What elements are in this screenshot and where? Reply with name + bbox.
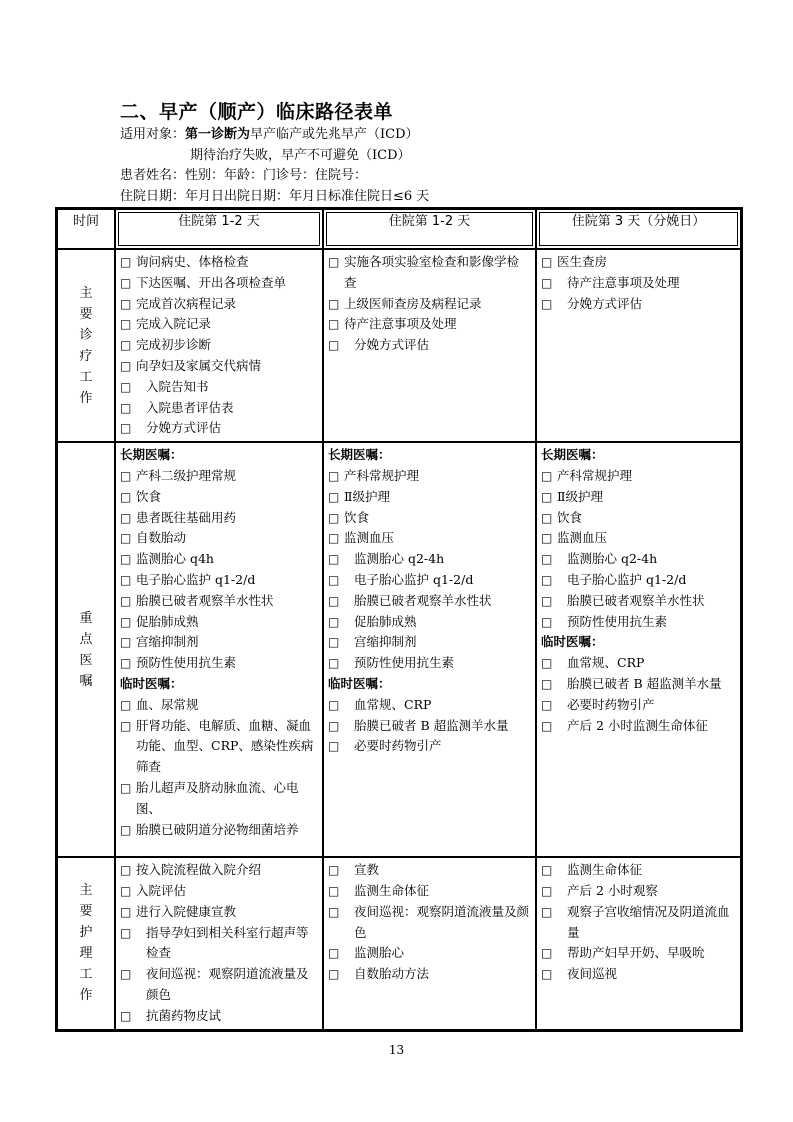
checklist-item-text: 夜间巡视 — [567, 966, 618, 982]
checklist-item-text: 医生查房 — [557, 254, 608, 269]
checklist-item-text: 入院评估 — [136, 882, 187, 898]
checklist-item — [120, 252, 318, 273]
checklist-item-text: 夜间巡视：观察阴道流液量及颜色 — [146, 966, 309, 1002]
checklist-item — [120, 591, 318, 612]
checkbox-icon[interactable]: □ — [328, 883, 340, 898]
checklist-item-text: 询问病史、体格检查 — [136, 254, 249, 269]
checklist-item-text: 监测血压 — [557, 530, 608, 546]
checklist-item — [328, 252, 531, 294]
checklist-item-text: 胎膜已破阴道分泌物细菌培养 — [136, 821, 299, 837]
checklist-item — [120, 335, 318, 356]
checkbox-icon[interactable]: □ — [120, 925, 132, 940]
checklist-item-text: 监测胎心 q2-4h — [354, 551, 445, 567]
checkbox-icon[interactable]: □ — [120, 780, 132, 795]
checkbox-icon[interactable]: □ — [120, 421, 132, 436]
checkbox-icon[interactable]: □ — [120, 531, 132, 546]
meta-line-2: 期待治疗失败，早产不可避免（ICD） — [190, 148, 411, 163]
row-key-orders — [57, 442, 741, 857]
row-label-char: 疗 — [79, 348, 93, 364]
checkbox-icon[interactable]: □ — [328, 255, 340, 269]
checklist-item — [120, 923, 318, 965]
checkbox-icon[interactable]: □ — [120, 572, 132, 587]
checkbox-icon[interactable]: □ — [541, 697, 553, 712]
checklist-item-text: 胎膜已破者 B 超监测羊水量 — [354, 717, 509, 733]
checklist-item — [541, 860, 736, 881]
row-label — [57, 857, 115, 1029]
checkbox-icon[interactable]: □ — [541, 593, 553, 608]
checklist-item-text: 夜间巡视：观察阴道流液量及颜色 — [354, 903, 530, 940]
checklist-item-text: 完成首次病程记录 — [136, 295, 237, 311]
row-label-char: 医 — [79, 652, 93, 668]
checklist-item — [328, 314, 531, 335]
header-time: 时间 — [57, 209, 115, 249]
row-label-char: 要 — [79, 306, 93, 322]
meta-line-1-bold: 第一诊断为 — [185, 127, 251, 142]
checklist-item — [541, 528, 736, 549]
checkbox-icon[interactable]: □ — [328, 296, 340, 311]
row-label — [57, 249, 115, 442]
checklist-item — [120, 695, 318, 716]
checklist-item — [328, 335, 531, 356]
checkbox-icon[interactable]: □ — [120, 656, 132, 671]
checkbox-icon[interactable]: □ — [328, 863, 340, 878]
checklist-item-text: 胎膜已破者观察羊水性状 — [567, 592, 705, 608]
row-main-diagnosis — [57, 249, 741, 442]
checklist-item-text: 分娩方式评估 — [567, 295, 643, 311]
checklist-item-text: 帮助产妇早开奶、早吸吮 — [567, 945, 705, 961]
checklist-item — [541, 466, 736, 487]
cell-col-1 — [115, 442, 323, 857]
checklist-item — [328, 881, 531, 902]
checklist-item-text: 监测胎心 q4h — [136, 551, 214, 567]
checkbox-icon[interactable]: □ — [120, 296, 132, 311]
checklist-item-text: 患者既往基础用药 — [136, 509, 237, 525]
checkbox-icon[interactable]: □ — [541, 468, 553, 483]
checklist-item-text: 待产注意事项及处理 — [567, 274, 680, 290]
row-label — [57, 442, 115, 857]
cell-col-2 — [323, 249, 536, 442]
checklist-item-text: 血、尿常规 — [136, 696, 199, 712]
checkbox-icon[interactable]: □ — [328, 904, 340, 919]
clinical-pathway-table — [55, 207, 743, 1032]
checklist-item — [328, 549, 531, 570]
order-section-heading: 长期医嘱： — [328, 447, 391, 463]
checkbox-icon[interactable]: □ — [541, 552, 553, 567]
checkbox-icon[interactable]: □ — [328, 946, 340, 961]
checklist-item-text: 血常规、CRP — [354, 696, 432, 712]
checkbox-icon[interactable]: □ — [120, 489, 132, 504]
order-section-heading: 长期医嘱： — [541, 447, 604, 463]
checklist-item — [328, 716, 531, 737]
meta-line-1 — [120, 125, 419, 145]
row-label-char: 工 — [79, 369, 93, 385]
checklist-item-text: 饮食 — [557, 509, 583, 525]
checkbox-icon[interactable]: □ — [120, 358, 132, 373]
checkbox-icon[interactable]: □ — [541, 275, 553, 290]
checklist-item — [541, 612, 736, 633]
checklist-item — [120, 356, 318, 377]
checklist-item-text: 按入院流程做入院介绍 — [136, 862, 262, 878]
cell-col-2 — [323, 857, 536, 1029]
header-day-1-2-a: 住院第 1-2 天 — [115, 209, 323, 249]
checklist-item — [541, 549, 736, 570]
checklist-item — [541, 252, 736, 273]
checklist-item — [120, 902, 318, 923]
checklist-item — [328, 466, 531, 487]
row-label-char: 护 — [79, 925, 93, 941]
checklist-item — [120, 860, 318, 881]
checkbox-icon[interactable]: □ — [328, 317, 340, 332]
checklist-item — [120, 881, 318, 902]
checklist-item-text: 促胎肺成熟 — [136, 613, 199, 629]
checklist-item — [541, 294, 736, 315]
checklist-item-text: 进行入院健康宣教 — [136, 903, 237, 919]
checkbox-icon[interactable]: □ — [541, 489, 553, 504]
checklist-item-text: 宫缩抑制剂 — [354, 634, 417, 650]
checkbox-icon[interactable]: □ — [328, 635, 340, 650]
checklist-item-text: 电子胎心监护 q1-2/d — [567, 571, 687, 587]
row-label-char: 诊 — [79, 327, 93, 343]
checklist-item-text: 必要时药物引产 — [354, 738, 442, 754]
row-label-char: 作 — [79, 390, 93, 406]
checklist-item-text: 产后 2 小时观察 — [567, 882, 658, 898]
meta-line-1-rest: 早产临产或先兆早产（ICD） — [250, 127, 419, 142]
checklist-item-text: 预防性使用抗生素 — [567, 613, 668, 629]
checklist-item-text: 监测胎心 — [354, 945, 405, 961]
checklist-item-text: 自数胎动方法 — [354, 966, 430, 982]
checkbox-icon[interactable]: □ — [120, 697, 132, 712]
checklist-item — [541, 943, 736, 964]
checklist-item-text: 完成初步诊断 — [136, 337, 212, 353]
checkbox-icon[interactable]: □ — [541, 255, 553, 269]
checklist-item-text: 监测血压 — [344, 530, 395, 546]
checkbox-icon[interactable]: □ — [541, 967, 553, 982]
checkbox-icon[interactable]: □ — [541, 296, 553, 311]
checklist-item — [120, 528, 318, 549]
checklist-item-text: Ⅱ级护理 — [344, 488, 390, 504]
checklist-item — [328, 632, 531, 653]
checklist-item-text: 产科二级护理常规 — [136, 467, 237, 483]
checklist-item — [120, 377, 318, 398]
meta-line-4: 住院日期：年月日出院日期：年月日标准住院日≤6 天 — [120, 189, 430, 204]
cell-col-3 — [536, 249, 741, 442]
checkbox-icon[interactable]: □ — [541, 946, 553, 961]
checklist-item — [328, 860, 531, 881]
checklist-item — [328, 695, 531, 716]
checklist-item-text: 饮食 — [344, 509, 370, 525]
cell-col-3 — [536, 857, 741, 1029]
checkbox-icon[interactable]: □ — [328, 593, 340, 608]
checklist-item — [120, 487, 318, 508]
checklist-item-text: 监测生命体征 — [354, 882, 430, 898]
checklist-item — [541, 902, 736, 944]
checklist-item-text: 促胎肺成熟 — [354, 613, 417, 629]
checkbox-icon[interactable]: □ — [328, 572, 340, 587]
checkbox-icon[interactable]: □ — [328, 468, 340, 483]
checkbox-icon[interactable]: □ — [120, 635, 132, 650]
checkbox-icon[interactable]: □ — [120, 552, 132, 567]
checklist-item-text: 完成入院记录 — [136, 316, 212, 332]
checklist-item — [541, 653, 736, 674]
order-section-heading: 临时医嘱： — [328, 675, 391, 691]
checklist-item — [328, 964, 531, 985]
checklist-item — [541, 508, 736, 529]
checklist-item-text: 电子胎心监护 q1-2/d — [354, 571, 474, 587]
checklist-item-text: 实施各项实验室检查和影像学检查 — [344, 254, 520, 290]
checklist-item-text: 分娩方式评估 — [146, 420, 222, 436]
cell-col-1 — [115, 249, 323, 442]
checklist-item-text: 宣教 — [354, 862, 380, 878]
checklist-item — [328, 612, 531, 633]
row-label-char: 工 — [79, 967, 93, 983]
checklist-item — [120, 508, 318, 529]
checklist-item — [120, 273, 318, 294]
checkbox-icon[interactable]: □ — [541, 614, 553, 629]
checklist-item — [541, 570, 736, 591]
checklist-item — [541, 964, 736, 985]
row-label-char: 主 — [79, 883, 93, 899]
checklist-item-text: 入院告知书 — [146, 378, 209, 394]
checklist-item-text: 饮食 — [136, 488, 162, 504]
checklist-item-text: 产后 2 小时监测生命体征 — [567, 717, 708, 733]
checklist-item — [120, 1006, 318, 1027]
checklist-item — [541, 716, 736, 737]
checklist-item-text: 抗菌药物皮试 — [146, 1007, 222, 1023]
checkbox-icon[interactable]: □ — [541, 718, 553, 733]
checkbox-icon[interactable]: □ — [120, 338, 132, 353]
checklist-item-text: 待产注意事项及处理 — [344, 316, 457, 332]
checkbox-icon[interactable]: □ — [328, 614, 340, 629]
cell-col-3 — [536, 442, 741, 857]
row-label-char: 理 — [79, 946, 93, 962]
checklist-item — [120, 398, 318, 419]
checkbox-icon[interactable]: □ — [120, 400, 132, 415]
checklist-item-text: 必要时药物引产 — [567, 696, 655, 712]
checklist-item-text: 观察子宫收缩情况及阴道流血量 — [567, 903, 730, 940]
checkbox-icon[interactable]: □ — [120, 593, 132, 608]
checklist-item — [120, 778, 318, 820]
checkbox-icon[interactable]: □ — [541, 676, 553, 691]
checklist-item — [120, 294, 318, 315]
table-header-row — [57, 209, 741, 249]
checklist-item — [120, 632, 318, 653]
checklist-item-text: 入院患者评估表 — [146, 399, 234, 415]
checkbox-icon[interactable]: □ — [120, 614, 132, 629]
cell-col-1 — [115, 857, 323, 1029]
checkbox-icon[interactable]: □ — [541, 883, 553, 898]
checklist-item — [328, 528, 531, 549]
checkbox-icon[interactable]: □ — [120, 510, 132, 525]
checkbox-icon[interactable]: □ — [328, 338, 340, 353]
checklist-item — [541, 487, 736, 508]
header-day-3: 住院第 3 天（分娩日） — [536, 209, 741, 249]
row-label-char: 要 — [79, 904, 93, 920]
checkbox-icon[interactable]: □ — [541, 656, 553, 671]
row-nursing-work — [57, 857, 741, 1029]
checklist-item — [328, 294, 531, 315]
checkbox-icon[interactable]: □ — [120, 883, 132, 898]
checklist-item-text: 监测胎心 q2-4h — [567, 551, 658, 567]
checkbox-icon[interactable]: □ — [120, 967, 132, 982]
checklist-item — [541, 591, 736, 612]
checkbox-icon[interactable]: □ — [120, 822, 132, 837]
checklist-item-text: 胎膜已破者 B 超监测羊水量 — [567, 675, 722, 691]
checkbox-icon[interactable]: □ — [541, 531, 553, 546]
checklist-item — [328, 508, 531, 529]
checklist-item-text: 上级医师查房及病程记录 — [344, 295, 482, 311]
checkbox-icon[interactable]: □ — [328, 739, 340, 754]
checkbox-icon[interactable]: □ — [328, 552, 340, 567]
checklist-item — [541, 674, 736, 695]
checkbox-icon[interactable]: □ — [541, 572, 553, 587]
checklist-item-text: 胎膜已破者观察羊水性状 — [136, 592, 274, 608]
checkbox-icon[interactable]: □ — [541, 510, 553, 525]
checklist-item-text: 预防性使用抗生素 — [136, 655, 237, 671]
checklist-item-text: 电子胎心监护 q1-2/d — [136, 571, 256, 587]
checkbox-icon[interactable]: □ — [120, 255, 132, 269]
checklist-item — [541, 881, 736, 902]
checklist-item-text: 宫缩抑制剂 — [136, 634, 199, 650]
checklist-item-text: 胎儿超声及脐动脉血流、心电图、 — [136, 779, 299, 816]
checkbox-icon[interactable]: □ — [120, 468, 132, 483]
checkbox-icon[interactable]: □ — [120, 863, 132, 878]
checklist-item-text: 下达医嘱、开出各项检查单 — [136, 274, 287, 290]
checklist-item-text: 产科常规护理 — [344, 467, 420, 483]
checklist-item-text: 胎膜已破者观察羊水性状 — [354, 592, 492, 608]
checkbox-icon[interactable]: □ — [120, 718, 132, 733]
checklist-item — [120, 549, 318, 570]
row-label-char: 重 — [79, 610, 93, 626]
checklist-item-text: 血常规、CRP — [567, 655, 645, 671]
checklist-item — [120, 466, 318, 487]
checklist-item — [120, 570, 318, 591]
checkbox-icon[interactable]: □ — [328, 697, 340, 712]
checklist-item — [120, 820, 318, 841]
checklist-item — [328, 736, 531, 757]
checklist-item-text: 监测生命体征 — [567, 862, 643, 878]
checkbox-icon[interactable]: □ — [328, 531, 340, 546]
order-section-heading: 长期医嘱： — [120, 447, 183, 463]
checklist-item — [328, 902, 531, 944]
checkbox-icon[interactable]: □ — [541, 904, 553, 919]
checklist-item — [120, 418, 318, 439]
checkbox-icon[interactable]: □ — [328, 489, 340, 504]
checkbox-icon[interactable]: □ — [328, 718, 340, 733]
checkbox-icon[interactable]: □ — [120, 904, 132, 919]
checkbox-icon[interactable]: □ — [120, 379, 132, 394]
checklist-item — [120, 612, 318, 633]
checklist-item-text: 肝肾功能、电解质、血糖、凝血功能、血型、CRP、感染性疾病筛查 — [136, 717, 314, 775]
checkbox-icon[interactable]: □ — [120, 317, 132, 332]
checkbox-icon[interactable]: □ — [120, 1008, 132, 1023]
checklist-item-text: 指导孕妇到相关科室行超声等检查 — [146, 924, 309, 961]
header-day-1-2-b: 住院第 1-2 天 — [323, 209, 536, 249]
checklist-item-text: 分娩方式评估 — [354, 337, 430, 353]
page-title: 二、早产（顺产）临床路径表单 — [120, 101, 394, 123]
order-section-heading: 临时医嘱： — [541, 634, 604, 650]
cell-col-2 — [323, 442, 536, 857]
meta-line-3: 患者姓名：性别：年龄：门诊号：住院号： — [120, 168, 368, 183]
meta-line-1-label: 适用对象： — [120, 127, 186, 142]
checklist-item — [120, 716, 318, 778]
order-section-heading: 临时医嘱： — [120, 675, 183, 691]
checkbox-icon[interactable]: □ — [328, 510, 340, 525]
checkbox-icon[interactable]: □ — [120, 275, 132, 290]
checklist-item — [120, 314, 318, 335]
checklist-item — [328, 487, 531, 508]
checklist-item — [328, 570, 531, 591]
checkbox-icon[interactable]: □ — [541, 863, 553, 878]
checklist-item-text: Ⅱ级护理 — [557, 488, 603, 504]
checklist-item — [541, 695, 736, 716]
row-label-char: 嘱 — [79, 673, 93, 689]
checklist-item — [120, 653, 318, 674]
row-label-char: 点 — [79, 631, 93, 647]
checklist-item — [120, 964, 318, 1006]
checkbox-icon[interactable]: □ — [328, 656, 340, 671]
row-label-char: 主 — [79, 285, 93, 301]
checklist-item-text: 产科常规护理 — [557, 467, 633, 483]
checklist-item — [328, 943, 531, 964]
checklist-item — [328, 591, 531, 612]
checklist-item — [328, 653, 531, 674]
row-label-char: 作 — [79, 988, 93, 1004]
checklist-item-text: 向孕妇及家属交代病情 — [136, 357, 262, 373]
checklist-item-text: 自数胎动 — [136, 530, 187, 546]
checklist-item-text: 预防性使用抗生素 — [354, 655, 455, 671]
page-number: 13 — [388, 1043, 405, 1057]
checklist-item — [541, 273, 736, 294]
checkbox-icon[interactable]: □ — [328, 967, 340, 982]
